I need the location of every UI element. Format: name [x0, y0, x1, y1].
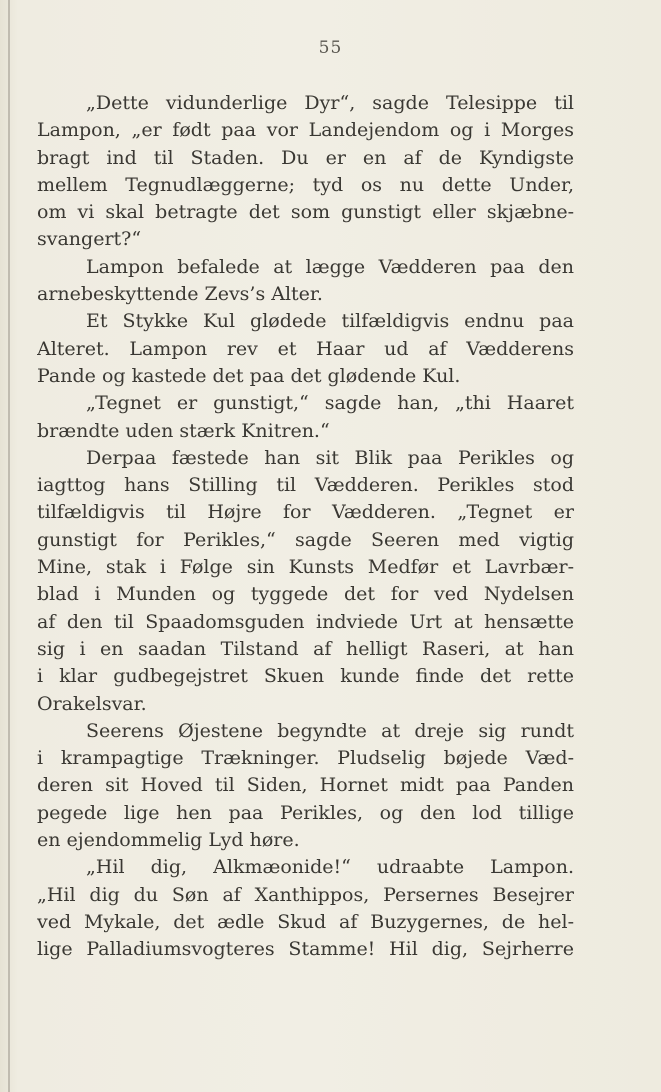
text-line: Lampon, „er født paa vor Landejendom og i Morges	[37, 119, 574, 142]
text-line: blad i Munden og tyggede det for ved Nydelsen	[37, 583, 574, 606]
text-line: om vi skal betragte det som gunstigt eller skjæbne-	[37, 201, 574, 224]
text-line: i klar gudbegejstret Skuen kunde finde det rette	[37, 665, 574, 688]
text-line: sig i en saadan Tilstand af helligt Raseri, at han	[37, 637, 574, 660]
text-line: Derpaa fæstede han sit Blik paa Perikles og	[86, 446, 574, 469]
text-line: tilfældigvis til Højre for Vædderen. „Tegnet er	[37, 501, 574, 524]
text-line: ved Mykale, det ædle Skud af Buzygernes, de hel-	[37, 910, 574, 933]
text-line: mellem Tegnudlæggerne; tyd os nu dette Under,	[37, 173, 574, 196]
text-line: iagttog hans Stilling til Vædderen. Perikles stod	[37, 474, 574, 497]
text-line: Orakelsvar.	[37, 692, 147, 715]
text-line: svangert?“	[37, 228, 142, 251]
text-line: „Hil dig, Alkmæonide!“ udraabte Lampon.	[86, 856, 574, 879]
text-line: „Hil dig du Søn af Xanthippos, Persernes Besejrer	[37, 883, 574, 906]
text-line: brændte uden stærk Knitren.“	[37, 419, 330, 442]
text-line: deren sit Hoved til Siden, Hornet midt paa Panden	[37, 774, 574, 797]
page-number: 55	[318, 38, 343, 58]
text-line: Alteret. Lampon rev et Haar ud af Vædderens	[37, 337, 574, 360]
text-line: Seerens Øjestene begyndte at dreje sig rundt	[86, 719, 574, 742]
text-line: Lampon befalede at lægge Vædderen paa den	[86, 255, 574, 278]
text-line: Et Stykke Kul glødede tilfældigvis endnu paa	[86, 310, 574, 333]
text-line: „Dette vidunderlige Dyr“, sagde Telesippe til	[86, 92, 574, 114]
text-line: en ejendommelig Lyd høre.	[37, 829, 300, 852]
text-line: Pande og kastede det paa det glødende Kul.	[37, 364, 461, 387]
text-line: bragt ind til Staden. Du er en af de Kyndigste	[37, 146, 574, 169]
text-line: arnebeskyttende Zevs’s Alter.	[37, 283, 323, 306]
text-line: gunstigt for Perikles,“ sagde Seeren med vigtig	[37, 528, 574, 551]
binding-edge	[8, 0, 10, 1092]
text-line: „Tegnet er gunstigt,“ sagde han, „thi Haaret	[86, 392, 574, 415]
text-line: lige Palladiumsvogteres Stamme! Hil dig, Sejrherre	[37, 938, 574, 961]
text-line: af den til Spaadomsguden indviede Urt at hensætte	[37, 610, 574, 633]
text-line: Mine, stak i Følge sin Kunsts Medfør et Lavrbær-	[37, 556, 574, 579]
text-line: i krampagtige Trækninger. Pludselig bøjede Væd-	[37, 747, 574, 770]
text-line: pegede lige hen paa Perikles, og den lod tillige	[37, 801, 574, 824]
body-text	[37, 90, 574, 964]
